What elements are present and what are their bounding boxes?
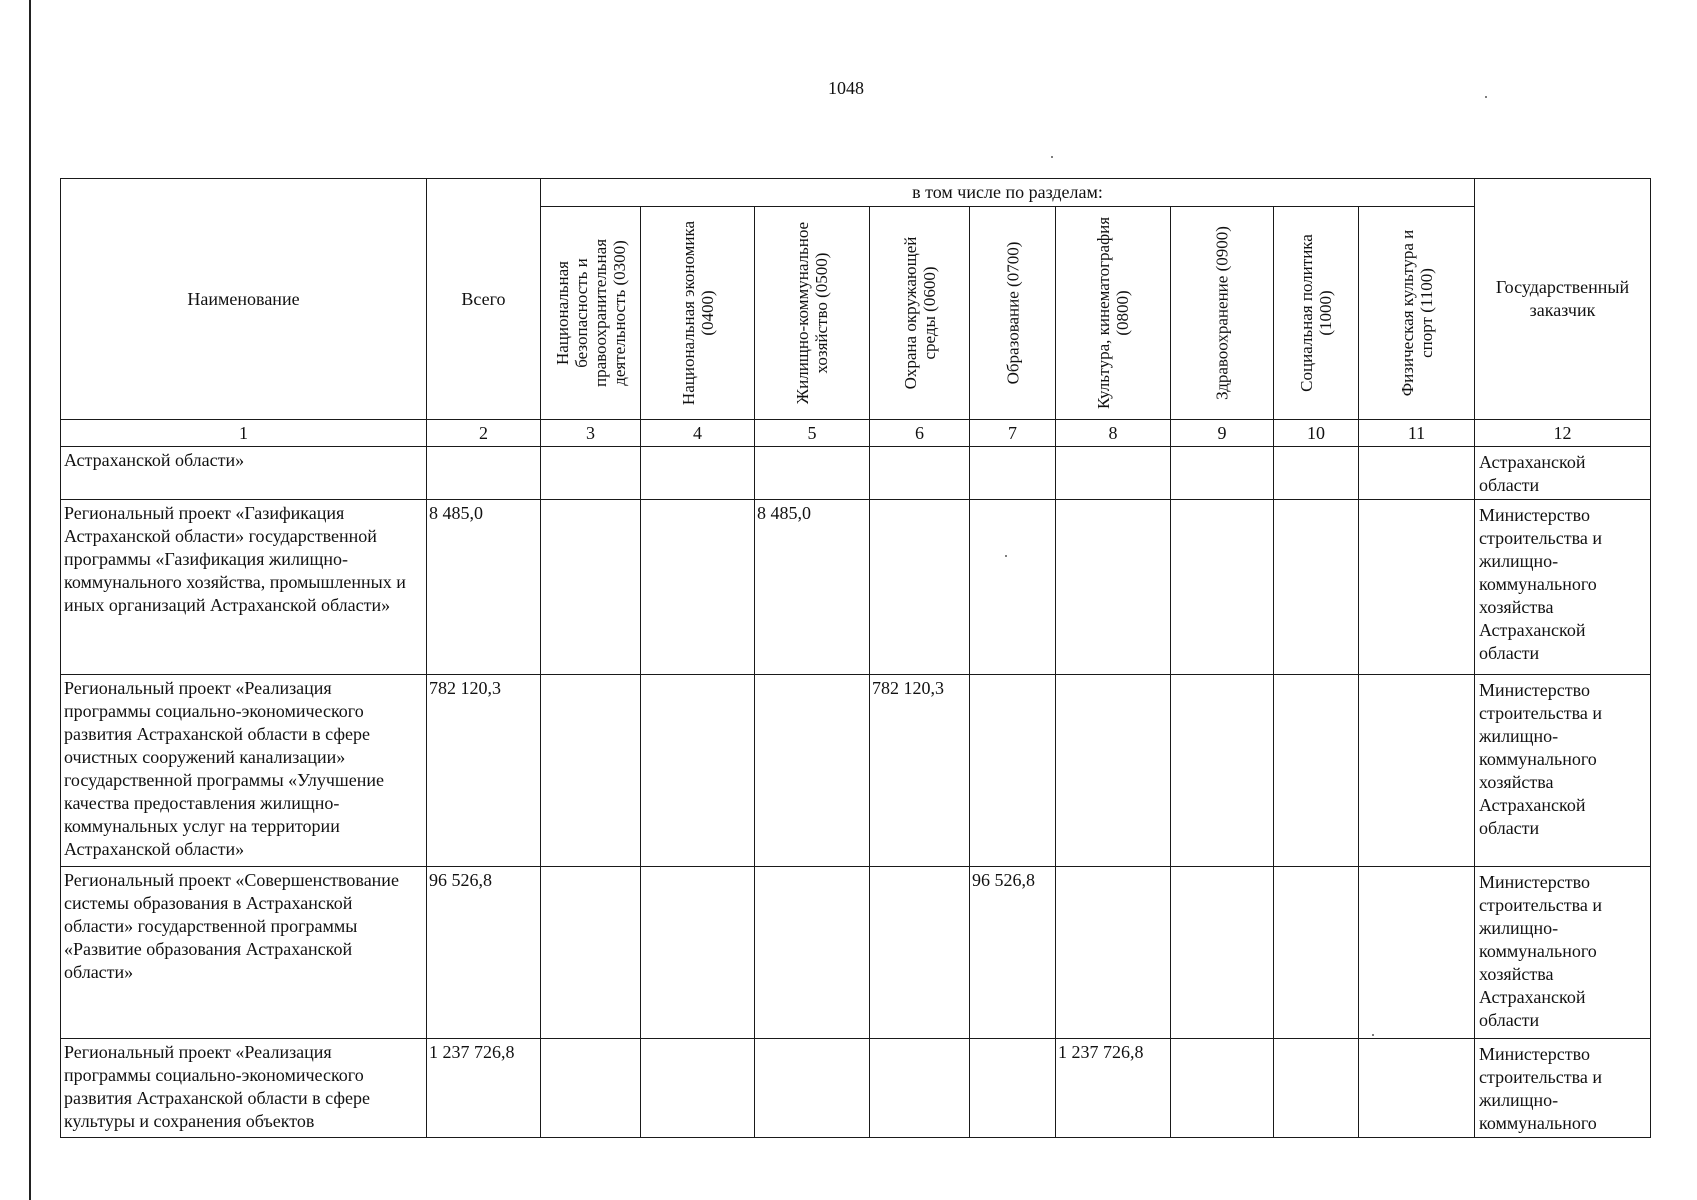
section-value [1056, 447, 1171, 500]
section-value [541, 867, 641, 1039]
column-number: 6 [870, 420, 970, 447]
column-number: 2 [427, 420, 541, 447]
section-value [641, 675, 755, 867]
column-number: 7 [970, 420, 1056, 447]
section-value: 1 237 726,8 [1056, 1039, 1171, 1138]
header-section-1000: Социальная политика (1000) [1274, 207, 1359, 420]
section-value [970, 1039, 1056, 1138]
section-value [970, 675, 1056, 867]
section-value [1171, 1039, 1274, 1138]
section-value [755, 447, 870, 500]
column-number: 12 [1475, 420, 1651, 447]
header-section-0600: Охрана окружающей среды (0600) [870, 207, 970, 420]
section-value [1056, 500, 1171, 675]
section-value: 782 120,3 [870, 675, 970, 867]
customer-name: Министерство строительства и жилищно-коммунального хозяйства Астраханской области [1475, 500, 1651, 675]
customer-name: Министерство строительства и жилищно-коммунального [1475, 1039, 1651, 1138]
section-value [541, 447, 641, 500]
project-name: Региональный проект «Реализация программы социально-экономического развития Астраханской области в сфере очистных сооружений канализации» государственной программы «Улучшение качества предоставления жилищно-коммунальных услуг на территории Астраханской области» [61, 675, 427, 867]
header-section-0500: Жилищно-коммунальное хозяйство (0500) [755, 207, 870, 420]
section-value [1274, 867, 1359, 1039]
section-value [1171, 867, 1274, 1039]
header-total: Всего [427, 179, 541, 420]
section-value [870, 447, 970, 500]
section-value [1171, 500, 1274, 675]
header-sections-group: в том числе по разделам: [541, 179, 1475, 207]
scan-speck [1485, 96, 1487, 98]
column-number: 3 [541, 420, 641, 447]
project-name: Региональный проект «Реализация программы социально-экономического развития Астраханской области в сфере культуры и сохранения объектов [61, 1039, 427, 1138]
header-section-0700: Образование (0700) [970, 207, 1056, 420]
section-value [755, 675, 870, 867]
column-number: 10 [1274, 420, 1359, 447]
table-row [61, 675, 1651, 867]
section-value [970, 447, 1056, 500]
section-value [641, 867, 755, 1039]
scan-speck [1051, 156, 1053, 158]
customer-name: Астраханской области [1475, 447, 1651, 500]
section-value [641, 447, 755, 500]
header-section-1100: Физическая культура и спорт (1100) [1359, 207, 1475, 420]
section-value [1359, 675, 1475, 867]
section-value [641, 1039, 755, 1138]
column-number-row [61, 420, 1651, 447]
budget-table [60, 178, 1651, 1138]
section-value [541, 675, 641, 867]
column-number: 9 [1171, 420, 1274, 447]
section-value [970, 500, 1056, 675]
customer-name: Министерство строительства и жилищно-коммунального хозяйства Астраханской области [1475, 675, 1651, 867]
section-value [870, 867, 970, 1039]
project-name: Региональный проект «Совершенствование системы образования в Астраханской области» государственной программы «Развитие образования Астраханской области» [61, 867, 427, 1039]
header-section-0900: Здравоохранение (0900) [1171, 207, 1274, 420]
total-value [427, 447, 541, 500]
section-value [1274, 1039, 1359, 1138]
table-row [61, 447, 1651, 500]
total-value: 96 526,8 [427, 867, 541, 1039]
section-value [641, 500, 755, 675]
section-value [1171, 447, 1274, 500]
section-value [755, 1039, 870, 1138]
header-name: Наименование [61, 179, 427, 420]
section-value [870, 1039, 970, 1138]
project-name: Региональный проект «Газификация Астраханской области» государственной программы «Газификация жилищно-коммунального хозяйства, промышленных и иных организаций Астраханской области» [61, 500, 427, 675]
total-value: 8 485,0 [427, 500, 541, 675]
section-value [541, 1039, 641, 1138]
project-name: Астраханской области» [61, 447, 427, 500]
section-value [1171, 675, 1274, 867]
header-customer: Государственный заказчик [1475, 179, 1651, 420]
section-value [1274, 447, 1359, 500]
column-number: 4 [641, 420, 755, 447]
section-value [541, 500, 641, 675]
section-value [1056, 675, 1171, 867]
binder-margin-line [29, 0, 31, 1200]
section-value [1359, 500, 1475, 675]
customer-name: Министерство строительства и жилищно-коммунального хозяйства Астраханской области [1475, 867, 1651, 1039]
column-number: 11 [1359, 420, 1475, 447]
header-section-0300: Национальная безопасность и правоохранительная деятельность (0300) [541, 207, 641, 420]
table-row [61, 1039, 1651, 1138]
page-number: 1048 [828, 78, 864, 98]
section-value [755, 867, 870, 1039]
section-value [1359, 867, 1475, 1039]
section-value [1274, 675, 1359, 867]
total-value: 782 120,3 [427, 675, 541, 867]
table-row [61, 867, 1651, 1039]
column-number: 5 [755, 420, 870, 447]
column-number: 1 [61, 420, 427, 447]
section-value [1274, 500, 1359, 675]
section-value [1359, 447, 1475, 500]
section-value [1056, 867, 1171, 1039]
header-section-0800: Культура, кинематография (0800) [1056, 207, 1171, 420]
section-value [870, 500, 970, 675]
section-value: 96 526,8 [970, 867, 1056, 1039]
total-value: 1 237 726,8 [427, 1039, 541, 1138]
section-value [1359, 1039, 1475, 1138]
column-number: 8 [1056, 420, 1171, 447]
header-section-0400: Национальная экономика (0400) [641, 207, 755, 420]
section-value: 8 485,0 [755, 500, 870, 675]
table-row [61, 500, 1651, 675]
